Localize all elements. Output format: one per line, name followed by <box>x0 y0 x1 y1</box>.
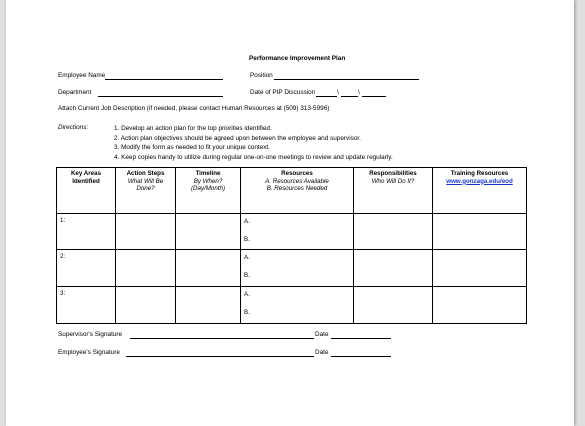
training-cell[interactable] <box>433 214 527 250</box>
direction-item: 1. Develop an action plan for the top priorities identified. <box>114 125 272 132</box>
header-resources: Resources A. Resources Available B. Resources Needed <box>241 168 354 214</box>
pip-date-slash-2: \ <box>358 89 360 96</box>
supervisor-signature-line[interactable] <box>130 338 314 339</box>
direction-item: 4. Keep copies handy to utilize during regular one-on-one meetings to review and update regularly. <box>114 153 393 161</box>
action-steps-cell[interactable] <box>116 287 176 324</box>
header-timeline: Timeline By When? (Day/Month) <box>176 168 241 214</box>
gonzaga-eod-link[interactable]: www.gonzaga.edu/eod <box>446 177 513 185</box>
action-steps-cell[interactable] <box>116 214 176 250</box>
header-responsibilities: Responsibilities Who Will Do It? <box>354 168 433 214</box>
action-steps-cell[interactable] <box>116 250 176 287</box>
header-key-areas: Key Areas Identified <box>57 168 116 214</box>
direction-item: 3. Modify the form as needed to fit your unique context. <box>114 144 270 151</box>
pip-date-day-line[interactable] <box>316 96 337 97</box>
table-row <box>57 287 527 324</box>
timeline-cell[interactable] <box>176 287 241 324</box>
key-area-cell[interactable]: 1: <box>57 214 116 250</box>
resources-cell[interactable]: A. B. <box>241 250 354 287</box>
responsibilities-cell[interactable] <box>354 250 433 287</box>
employee-name-line[interactable] <box>105 79 223 80</box>
directions-label: Directions: <box>58 124 89 131</box>
employee-date-line[interactable] <box>331 356 391 357</box>
timeline-cell[interactable] <box>176 214 241 250</box>
key-area-cell[interactable]: 3: <box>57 287 116 324</box>
position-label: Position <box>250 72 273 79</box>
pip-date-slash-1: \ <box>337 89 339 96</box>
training-cell[interactable] <box>433 287 527 324</box>
pip-date-label: Date of PIP Discussion <box>250 89 316 96</box>
table-header-row <box>57 168 527 214</box>
supervisor-signature-label: Supervisor's Signature <box>58 331 123 338</box>
header-action-steps: Action Steps What Will Be Done? <box>116 168 176 214</box>
pip-date-year-line[interactable] <box>362 96 386 97</box>
resources-cell[interactable]: A. B. <box>241 214 354 250</box>
employee-signature-label: Employee's Signature <box>58 349 120 356</box>
document-page <box>6 0 574 426</box>
key-area-cell[interactable]: 2: <box>57 250 116 287</box>
employee-date-label: Date <box>315 349 329 356</box>
attach-instruction: Attach Current Job Description (if needed, please contact Human Resources at (509) 313-5996) <box>58 105 330 112</box>
responsibilities-cell[interactable] <box>354 214 433 250</box>
employee-signature-line[interactable] <box>126 356 314 357</box>
employee-name-label: Employee Name <box>58 72 106 79</box>
supervisor-date-label: Date <box>315 331 329 338</box>
timeline-cell[interactable] <box>176 250 241 287</box>
training-cell[interactable] <box>433 250 527 287</box>
supervisor-date-line[interactable] <box>331 338 391 339</box>
table-row <box>57 214 527 250</box>
directions-list <box>114 124 393 162</box>
department-line[interactable] <box>98 96 223 97</box>
header-training-resources: Training Resources www.gonzaga.edu/eod <box>433 168 527 214</box>
department-label: Department <box>58 89 92 96</box>
pip-date-month-line[interactable] <box>341 96 358 97</box>
page-title: Performance Improvement Plan <box>249 55 346 62</box>
action-plan-table <box>56 167 527 324</box>
resources-cell[interactable]: A. B. <box>241 287 354 324</box>
responsibilities-cell[interactable] <box>354 287 433 324</box>
position-line[interactable] <box>274 79 419 80</box>
direction-item: 2. Action plan objectives should be agreed upon between the employee and supervisor. <box>114 134 361 142</box>
table-row <box>57 250 527 287</box>
